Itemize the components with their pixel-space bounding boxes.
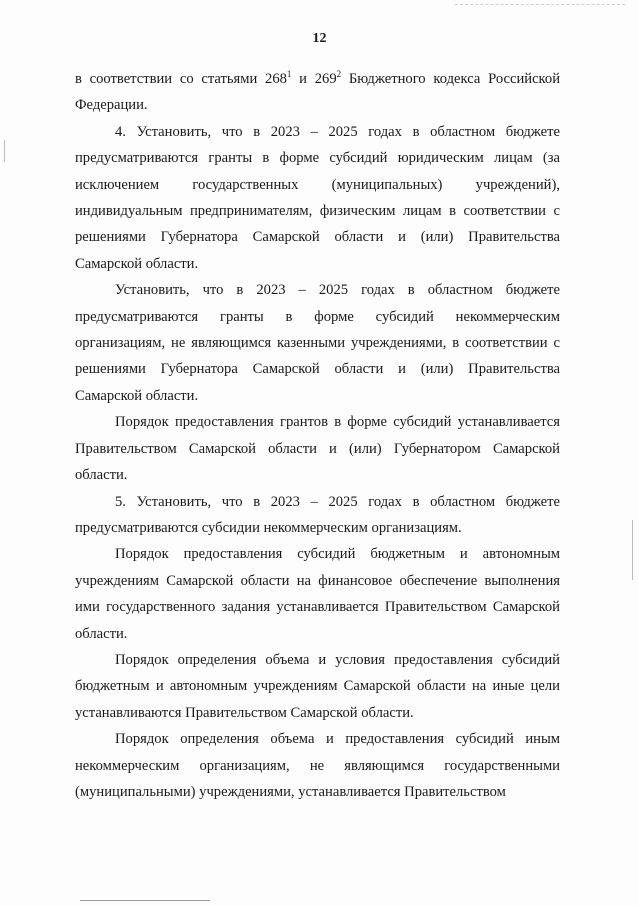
paragraph	[75, 489, 560, 542]
page-number: 12	[312, 31, 327, 46]
footnote-superscript: 2	[336, 69, 342, 79]
paragraph	[75, 66, 560, 119]
scan-artifact	[455, 4, 625, 6]
paragraph-text: Бюджетного кодекса Российской Федерации.	[75, 71, 561, 114]
paragraph-text: Порядок предоставления субсидий бюджетным и автономным учреждениям Самарской области на финансовое обеспечение выполнения ими государственного задания устанавливается Правительством Самарской области.	[75, 546, 560, 642]
paragraph-text: Порядок определения объема и условия предоставления субсидий бюджетным и автономным учреждениям Самарской области на иные цели устанавливаются Правительством Самарской области.	[75, 651, 560, 721]
paragraph-text: 4. Установить, что в 2023 – 2025 годах в областном бюджете предусматриваются гранты в форме субсидий юридическим лицам (за исключением государственных (муниципальных) учреждений), индивидуальным предпринимателям, физическим лицам в соответствии с решениями Губернатора Самарской области и (или) Правительства Самарской области.	[75, 123, 560, 272]
paragraph	[75, 647, 560, 726]
paragraph	[75, 726, 560, 805]
paragraph-text: и 269	[291, 71, 337, 87]
footer-rule	[80, 900, 210, 901]
paragraph	[75, 541, 560, 647]
scan-artifact	[4, 140, 5, 162]
paragraph-text: Порядок определения объема и предоставления субсидий иным некоммерческим организациям, не являющимся государственными (муниципальными) учреждениями, устанавливается Правительством	[75, 731, 560, 800]
paragraph	[75, 277, 560, 409]
scan-artifact	[632, 520, 633, 580]
paragraph-text: в соответствии со статьями 268	[75, 71, 287, 87]
footnote-superscript: 1	[286, 69, 292, 79]
paragraph	[75, 409, 560, 488]
document-body	[75, 66, 560, 805]
paragraph	[75, 119, 560, 277]
paragraph-text: Порядок предоставления грантов в форме субсидий устанавливается Правительством Самарской области и (или) Губернатором Самарской области.	[75, 414, 560, 484]
paragraph-text: 5. Установить, что в 2023 – 2025 годах в областном бюджете предусматриваются субсидии некоммерческим организациям.	[75, 493, 560, 536]
paragraph-text: Установить, что в 2023 – 2025 годах в областном бюджете предусматриваются гранты в форме субсидий некоммерческим организациям, не являющимся казенными учреждениями, в соответствии с решениями Губернатора Самарской области и (или) Правительства Самарской области.	[75, 282, 560, 404]
